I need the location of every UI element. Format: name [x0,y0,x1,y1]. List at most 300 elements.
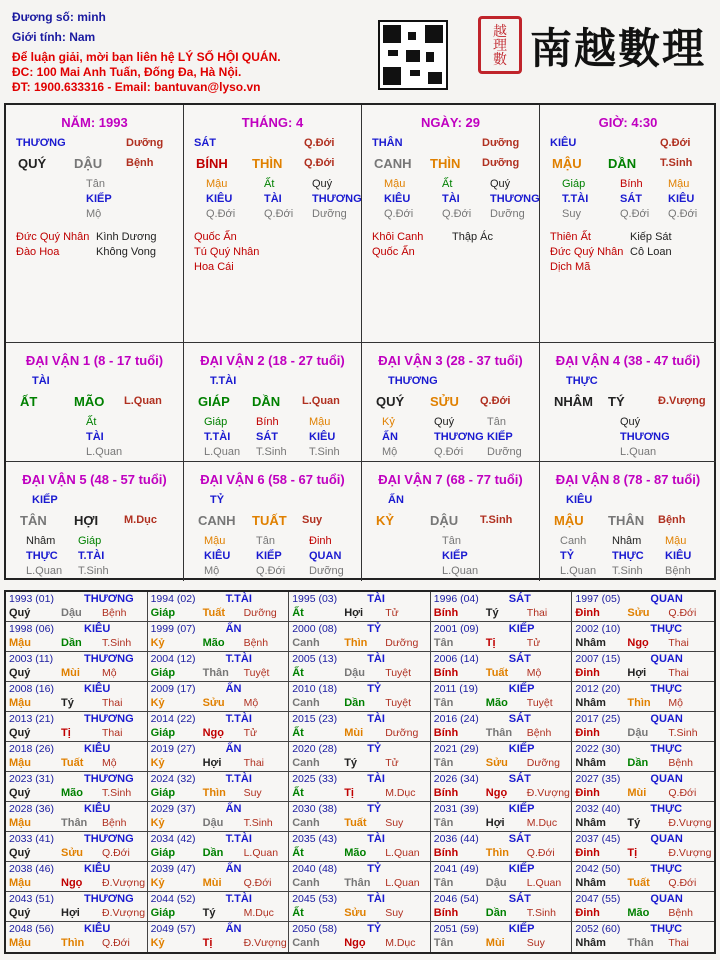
year-state: Suy [385,817,404,829]
year-god: TỶ [367,743,382,755]
year-state: Đ.Vượng [102,877,146,889]
year-branch: Mão [202,637,225,649]
year-cell [431,712,573,742]
year-cell [148,802,290,832]
luck-title: ĐẠI VẬN 8 (78 - 87 tuổi) [555,472,701,487]
year-stem: Mậu [9,877,31,889]
year-stem: Tân [433,697,454,709]
year-god: TỶ [367,623,382,635]
year-cell [148,862,290,892]
year-god: T.TÀI [225,893,252,905]
year-branch: Mão [344,847,367,859]
hidden-stem: L.Quan [620,446,657,458]
hidden-stem: Kỷ [382,416,395,428]
luck-stem: GIÁP [198,394,230,409]
year-god: T.TÀI [225,593,252,605]
hidden-stem: T.TÀI [78,550,105,562]
year-stem: Đinh [575,727,600,739]
year-cell [431,772,573,802]
year-state: Đ.Vượng [102,907,146,919]
hidden-stem: KIẾP [86,193,112,205]
year-stem: Đinh [575,607,600,619]
year-stem: Nhâm [575,937,606,949]
year-cell [6,742,148,772]
year-branch: Tuất [344,817,367,829]
hidden-stem: Tân [442,535,461,547]
luck-state: T.Sinh [480,514,513,526]
year-god: QUAN [650,773,683,785]
year-cell [6,682,148,712]
year-label: 2041 (49) [433,863,479,875]
year-branch: Hợi [202,757,222,769]
pillar-state-top: Q.Đới [304,137,335,149]
header [0,0,720,100]
year-branch: Tuất [202,607,225,619]
year-branch: Dần [61,637,82,649]
year-god: THỰC [650,863,683,875]
luck-stem: KỶ [376,513,395,528]
year-cell [6,652,148,682]
year-stem: Kỷ [150,877,165,889]
year-god: THƯƠNG [84,713,134,725]
year-state: Dưỡng [243,607,277,619]
year-label: 2048 (56) [9,923,54,935]
year-stem: Giáp [150,727,176,739]
year-branch: Tý [485,607,499,619]
luck-state: Suy [302,514,323,526]
luck-god: TỶ [210,494,225,506]
year-branch: Mùi [627,787,647,799]
year-stem: Giáp [150,607,176,619]
year-god: THƯƠNG [84,653,134,665]
year-stem: Quý [9,847,31,859]
year-god: KIÊU [84,623,111,635]
year-cell [289,592,431,622]
year-state: Thai [102,727,123,739]
year-stem: Kỷ [150,937,165,949]
year-cell [148,712,290,742]
hidden-stem: Quý [434,416,455,428]
year-god: ẤN [225,683,242,695]
year-state: Tử [526,637,541,649]
hidden-stem: Mộ [382,446,398,458]
year-label: 2011 (19) [433,683,478,695]
year-state: Bệnh [243,637,269,649]
hidden-stem: THƯƠNG [434,431,484,443]
luck-branch: DẬU [430,513,459,528]
year-label: 2039 (47) [150,863,196,875]
shensha-star: Đào Hoa [16,246,60,258]
year-god: TỶ [367,683,382,695]
year-god: TÀI [367,653,385,665]
luck-pillar-1 [6,343,184,462]
hidden-stem: Tân [487,416,506,428]
year-god: SÁT [508,833,531,845]
luck-god: KIẾP [32,494,58,506]
year-label: 2030 (38) [292,803,338,815]
year-state: Tử [385,607,399,619]
year-state: Suy [526,937,545,949]
year-branch: Thân [485,727,513,739]
year-stem: Ất [292,847,304,859]
year-god: TÀI [367,833,385,845]
year-stem: Canh [292,937,320,949]
year-label: 1994 (02) [150,593,196,605]
shensha-star: Quốc Ấn [194,231,237,243]
year-label: 2005 (13) [292,653,338,665]
year-god: KIÊU [84,803,111,815]
hidden-stem: THƯƠNG [620,431,670,443]
year-god: ẤN [225,923,242,935]
year-state: Tuyệt [526,697,553,709]
year-state: Thai [243,757,265,769]
year-label: 2020 (28) [292,743,338,755]
year-branch: Tý [202,907,216,919]
year-god: THỰC [650,743,683,755]
year-cell [148,592,290,622]
year-branch: Thân [61,817,88,829]
pillars-grid [4,103,716,580]
year-state: Dưỡng [385,727,419,739]
year-branch: Ngọ [344,937,366,949]
qr-code-icon[interactable] [378,20,448,90]
luck-title: ĐẠI VẬN 7 (68 - 77 tuổi) [378,472,523,487]
year-god: KIẾP [508,683,535,695]
hidden-stem: Giáp [78,535,102,547]
pillar-branch: DẬU [74,156,103,171]
year-label: 2032 (40) [575,803,621,815]
year-stem: Canh [292,757,320,769]
year-cell [431,862,573,892]
year-stem: Mậu [9,937,31,949]
year-stem: Nhâm [575,757,606,769]
hidden-stem: Quý [312,178,333,190]
year-branch: Dậu [202,817,224,829]
year-state: M.Dục [526,817,558,829]
hidden-stem: L.Quan [560,565,597,577]
luck-god: T.TÀI [210,375,237,387]
hidden-stem: Q.Đới [442,208,472,220]
year-state: Q.Đới [102,847,130,859]
year-state: M.Dục [243,907,274,919]
year-label: 2044 (52) [150,893,196,905]
year-state: Mộ [668,697,683,709]
shensha-star: Kình Dương [96,231,157,243]
luck-branch: TUẤT [252,513,287,528]
year-label: 2016 (24) [433,713,479,725]
hidden-stem: Tân [256,535,275,547]
luck-title: ĐẠI VẬN 4 (38 - 47 tuổi) [555,353,701,368]
year-label: 2040 (48) [292,863,338,875]
year-label: 2026 (34) [433,773,479,785]
luck-state: L.Quan [302,395,340,407]
year-stem: Ất [292,907,304,919]
year-cell [431,682,573,712]
year-state: Mộ [102,667,117,679]
year-cell [431,832,573,862]
luck-branch: MÃO [74,394,105,409]
year-state: Thai [668,637,689,649]
luck-stem: MẬU [554,513,584,528]
hidden-stem: Mộ [204,565,220,577]
year-label: 2029 (37) [150,803,196,815]
luck-state: Đ.Vượng [658,395,706,407]
year-cell [6,592,148,622]
hidden-stem: KIÊU [204,550,231,562]
hidden-stem: T.Sinh [256,446,287,458]
hidden-stem: KIÊU [668,193,695,205]
year-state: Thai [102,697,123,709]
hidden-stem: Nhâm [612,535,642,547]
hidden-stem: Q.Đới [668,208,698,220]
luck-branch: SỬU [430,394,459,409]
year-state: L.Quan [243,847,279,859]
hidden-stem: Bính [620,178,643,190]
hidden-stem: T.TÀI [204,431,231,443]
year-cell [6,862,148,892]
hidden-stem: Dưỡng [312,208,347,220]
year-label: 2047 (55) [575,893,621,905]
year-state: Bệnh [668,757,693,769]
year-label: 2049 (57) [150,923,196,935]
luck-pillar-8 [540,462,716,581]
year-label: 2004 (12) [150,653,196,665]
hidden-stem: Ất [86,416,97,428]
year-label: 2051 (59) [433,923,479,935]
year-cell [572,802,714,832]
year-cell [289,682,431,712]
year-state: Bệnh [668,907,693,919]
shensha-star: Hoa Cái [194,261,234,273]
hidden-stem: Q.Đới [206,208,236,220]
year-label: 2007 (15) [575,653,621,665]
year-cell [431,622,573,652]
year-label: 2003 (11) [9,653,54,665]
year-stem: Đinh [575,847,600,859]
year-branch: Sửu [202,697,225,709]
year-stem: Quý [9,727,31,739]
hidden-stem: Suy [562,208,581,220]
luck-god: THỰC [566,375,598,387]
hidden-stem: Mậu [665,535,687,547]
hidden-stem: QUAN [309,550,342,562]
luck-pillar-7 [362,462,540,581]
year-label: 2023 (31) [9,773,54,785]
year-cell [431,742,573,772]
year-branch: Dần [344,697,365,709]
hidden-stem: KIÊU [384,193,411,205]
year-state: Bệnh [102,817,127,829]
year-stem: Quý [9,607,31,619]
year-state: Mộ [102,757,117,769]
year-state: Q.Đới [668,877,697,889]
year-god: THƯƠNG [84,593,134,605]
year-state: L.Quan [526,877,562,889]
year-god: SÁT [508,773,531,785]
luck-title: ĐẠI VẬN 1 (8 - 17 tuổi) [25,353,164,368]
year-stem: Đinh [575,907,600,919]
pillar-1 [6,105,184,343]
year-state: T.Sinh [102,637,132,649]
hidden-stem: L.Quan [26,565,63,577]
hidden-stem: SÁT [256,431,278,443]
hidden-stem: THỰC [612,550,644,562]
hidden-stem: THƯƠNG [312,193,362,205]
year-stem: Canh [292,817,320,829]
year-god: KIẾP [508,923,535,935]
hidden-stem: T.Sinh [309,446,340,458]
year-cell [148,922,290,952]
hidden-stem: Q.Đới [264,208,294,220]
shensha-star: Tú Quý Nhân [194,246,260,258]
hidden-stem: KIẾP [256,550,282,562]
year-god: QUAN [650,893,683,905]
year-branch: Thìn [627,697,651,709]
annual-luck-table [4,590,716,954]
year-label: 2037 (45) [575,833,621,845]
hidden-stem: L.Quan [442,565,479,577]
luck-title: ĐẠI VẬN 2 (18 - 27 tuổi) [200,353,345,368]
year-state: Đ.Vượng [243,937,287,949]
shensha-star: Thiên Ất [550,231,591,243]
luck-state: M.Dục [124,514,157,526]
year-stem: Quý [9,667,31,679]
pillar-god: KIÊU [550,137,577,149]
year-cell [572,922,714,952]
pillar-stem: BÍNH [196,156,228,171]
year-label: 1997 (05) [575,593,621,605]
hidden-stem: TÀI [86,431,104,443]
year-branch: Tị [344,787,354,799]
pillar-god: THÂN [372,137,403,149]
year-stem: Tân [433,757,454,769]
year-branch: Dần [202,847,224,859]
year-stem: Mậu [9,757,31,769]
luck-stem: QUÝ [376,394,405,409]
year-cell [572,682,714,712]
hidden-stem: THỰC [26,550,58,562]
year-branch: Hợi [485,817,505,829]
shensha-star: Cô Loan [630,246,672,258]
year-state: Thai [668,667,689,679]
year-state: T.Sinh [526,907,556,919]
year-stem: Mậu [9,637,31,649]
hidden-stem: T.Sinh [78,565,109,577]
year-stem: Mậu [9,817,31,829]
shensha-star: Đức Quý Nhân [550,246,624,258]
phone-email-line[interactable]: ĐT: 1900.633316 - Email: bantuvan@lyso.vn [12,80,261,94]
year-stem: Canh [292,637,320,649]
luck-pillar-6 [184,462,362,581]
year-label: 2052 (60) [575,923,621,935]
hidden-stem: THƯƠNG [490,193,540,205]
year-branch: Tý [344,757,358,769]
hidden-stem: T.TÀI [562,193,589,205]
year-god: KIẾP [508,743,535,755]
luck-pillar-3 [362,343,540,462]
hidden-stem: T.Sinh [612,565,643,577]
pillar-god: SÁT [194,137,216,149]
year-branch: Tý [627,817,641,829]
year-state: M.Dục [385,787,416,799]
year-branch: Hợi [344,607,364,619]
year-stem: Mậu [9,697,31,709]
year-god: QUAN [650,713,683,725]
year-cell [148,682,290,712]
hidden-stem: TÀI [264,193,282,205]
year-state: T.Sinh [668,727,698,739]
year-god: TÀI [367,773,385,785]
year-state: Mộ [526,667,542,679]
luck-title: ĐẠI VẬN 3 (28 - 37 tuổi) [378,353,523,368]
year-stem: Ất [292,727,304,739]
year-state: Đ.Vượng [668,817,712,829]
luck-stem: TÂN [20,513,47,528]
year-label: 2017 (25) [575,713,621,725]
year-branch: Tị [202,937,213,949]
pillar-branch: THÌN [430,156,461,171]
year-stem: Canh [292,877,320,889]
year-god: THỰC [650,623,683,635]
luck-title: ĐẠI VẬN 6 (58 - 67 tuổi) [200,472,345,487]
pillar-state: T.Sinh [660,157,693,169]
pillar-state: Bệnh [126,157,154,169]
year-cell [431,802,573,832]
year-stem: Đinh [575,787,600,799]
luck-branch: THÂN [608,513,645,528]
hidden-stem: Q.Đới [256,565,286,577]
luck-branch: HỢI [74,513,99,528]
year-stem: Tân [433,937,454,949]
year-stem: Kỷ [150,637,165,649]
year-stem: Bính [433,607,459,619]
luck-state: Q.Đới [480,395,511,407]
year-branch: Dần [627,757,649,769]
year-cell [572,622,714,652]
year-state: Bệnh [102,607,127,619]
year-branch: Ngọ [485,787,508,799]
year-god: KIÊU [84,923,111,935]
year-label: 1996 (04) [433,593,479,605]
year-label: 2009 (17) [150,683,196,695]
year-branch: Thìn [485,847,510,859]
pillar-2 [184,105,362,343]
luck-stem: ẤT [20,394,38,409]
hidden-stem: Q.Đới [434,446,464,458]
year-god: KIÊU [84,863,111,875]
year-label: 2043 (51) [9,893,54,905]
year-cell [431,892,573,922]
year-god: THƯƠNG [84,833,134,845]
year-cell [572,712,714,742]
year-label: 2000 (08) [292,623,338,635]
hidden-stem: L.Quan [204,446,241,458]
hidden-stem: Mậu [204,535,226,547]
hidden-stem: Mậu [206,178,228,190]
year-state: Thai [526,607,548,619]
year-branch: Tuất [61,757,84,769]
year-stem: Tân [433,637,454,649]
year-god: TÀI [367,713,385,725]
year-state: L.Quan [385,877,420,889]
year-god: ẤN [225,623,242,635]
year-label: 2006 (14) [433,653,479,665]
year-state: L.Quan [385,847,420,859]
year-stem: Bính [433,727,459,739]
gender: Giới tính: Nam [12,30,96,44]
year-stem: Giáp [150,667,176,679]
year-branch: Mùi [202,877,222,889]
